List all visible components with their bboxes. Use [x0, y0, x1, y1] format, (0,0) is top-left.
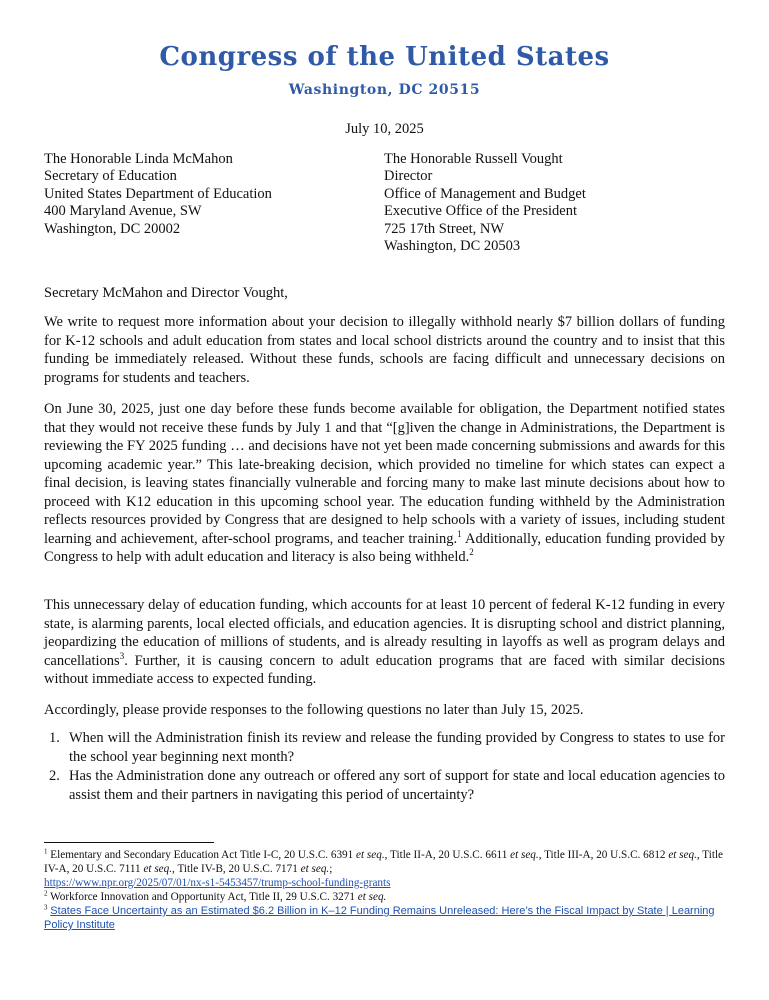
footnote-2	[44, 890, 734, 904]
recipient-address-right	[384, 151, 586, 255]
recipient-city: Washington, DC 20002	[44, 220, 181, 237]
recipient-org: United States Department of Education	[44, 185, 272, 202]
footnote-link[interactable]: States Face Uncertainty as an Estimated $6.2 Billion in K–12 Funding Remains Unreleased: Here’s the Fiscal Impact by State | Learning Policy Institute	[44, 905, 715, 931]
list-item	[44, 729, 725, 766]
footnote-emphasis: et seq.	[300, 863, 330, 875]
footnote-mark: 3	[44, 903, 48, 912]
footnote-text: , Title III-A, 20 U.S.C. 6812	[538, 849, 669, 861]
footnote-emphasis: et seq.	[143, 863, 173, 875]
footnotes	[44, 848, 734, 932]
paragraph-4: Accordingly, please provide responses to the following questions no later than July 15, 2025.	[44, 702, 584, 718]
paragraph-1: We write to request more information about your decision to illegally withhold nearly $7 billion dollars of funding for K-12 schools and adult education from states and local school districts around the country and to insist that this funding be immediately released. Without these funds, schools are facing difficult and unnecessary decisions on programs for students and teachers.	[44, 314, 725, 386]
recipient-city: Washington, DC 20503	[384, 238, 521, 255]
paragraph-2-text-a: On June 30, 2025, just one day before these funds become available for obligation, the Department notified states that they would not receive these funds by July 1 and that “[g]iven the change in Administrations, the Department is reviewing the FY 2025 funding … and decisions have not yet been made concerning submissions and awards for this upcoming academic year.” This late-breaking decision, which provided no timeline for which states can expect a final decision, is leaving states financially vulnerable and forcing many to make last minute decisions about how to proceed with K12 education in this upcoming school year. The education funding withheld by the Administration reflects resources provided by Congress that are designed to help schools with a variety of issues, including student learning and achievement, after-school programs, and teacher training.	[44, 401, 725, 547]
paragraph-3-text-a: This unnecessary delay of education funding, which accounts for at least 10 percent of federal K-12 funding in every state, is alarming parents, local elected officials, and education agencies. It is disrupting school and district planning, jeopardizing the education of millions of students, and is already resulting in layoffs as well as program delays and cancellations	[44, 597, 725, 669]
list-item	[44, 767, 725, 804]
footnote-1	[44, 848, 734, 890]
footnote-ref-2[interactable]: 2	[469, 547, 474, 558]
footnote-text: , Title II-A, 20 U.S.C. 6611	[384, 849, 511, 861]
letter-date: July 10, 2025	[345, 121, 424, 137]
footnote-divider	[44, 842, 214, 843]
recipient-office: Executive Office of the President	[384, 203, 577, 220]
footnote-mark: 1	[44, 847, 48, 856]
recipient-street: 725 17th Street, NW	[384, 220, 505, 237]
paragraph-3-text-b: . Further, it is causing concern to adult education programs that are faced with similar decisions without immediate access to expected funding.	[44, 652, 725, 687]
question-number: 1.	[49, 730, 60, 746]
question-text: Has the Administration done any outreach or offered any sort of support for state and local education agencies to assist them and their partners in navigating this period of uncertainty?	[69, 768, 725, 803]
question-text: When will the Administration finish its review and release the funding provided by Congress to states to use for the school year beginning next month?	[69, 730, 725, 765]
footnote-emphasis: et seq.	[357, 891, 387, 903]
recipient-street: 400 Maryland Avenue, SW	[44, 203, 202, 220]
recipient-title: Secretary of Education	[44, 168, 177, 185]
letterhead-title: Congress of the United States	[159, 42, 610, 72]
paragraph-2	[44, 400, 725, 567]
footnote-emphasis: et seq.	[510, 849, 539, 861]
recipient-name: The Honorable Linda McMahon	[44, 151, 233, 167]
paragraph-2-text-b: Additionally, education funding provided by Congress to help with adult education and literacy is also being withheld.	[44, 530, 726, 565]
recipient-name: The Honorable Russell Vought	[384, 151, 563, 167]
footnote-text: Elementary and Secondary Education Act Title I-C, 20 U.S.C. 6391	[47, 849, 357, 861]
footnote-emphasis: et seq.	[356, 849, 385, 861]
letterhead-location: Washington, DC 20515	[288, 82, 481, 98]
salutation: Secretary McMahon and Director Vought,	[44, 285, 288, 301]
footnote-3	[44, 904, 734, 932]
question-number: 2.	[49, 768, 60, 784]
question-list	[44, 729, 725, 804]
footnote-ref-3[interactable]: 3	[119, 650, 125, 661]
paragraph-3	[44, 596, 725, 689]
footnote-text: , Title IV-A, 20 U.S.C. 7111	[44, 849, 724, 875]
footnote-mark: 2	[44, 889, 48, 898]
recipient-title: Director	[384, 168, 433, 185]
recipient-org: Office of Management and Budget	[384, 185, 586, 202]
footnote-link[interactable]: https://www.npr.org/2025/07/01/nx-s1-5453457/trump-school-funding-grants	[44, 877, 391, 889]
footnote-emphasis: et seq.	[668, 849, 697, 861]
footnote-text: ;	[329, 863, 333, 875]
footnote-text: , Title IV-B, 20 U.S.C. 7171	[172, 863, 301, 875]
recipient-address-left	[44, 151, 272, 238]
footnote-text: Workforce Innovation and Opportunity Act, Title II, 29 U.S.C. 3271	[47, 891, 358, 903]
footnote-ref-1[interactable]: 1	[457, 528, 462, 539]
